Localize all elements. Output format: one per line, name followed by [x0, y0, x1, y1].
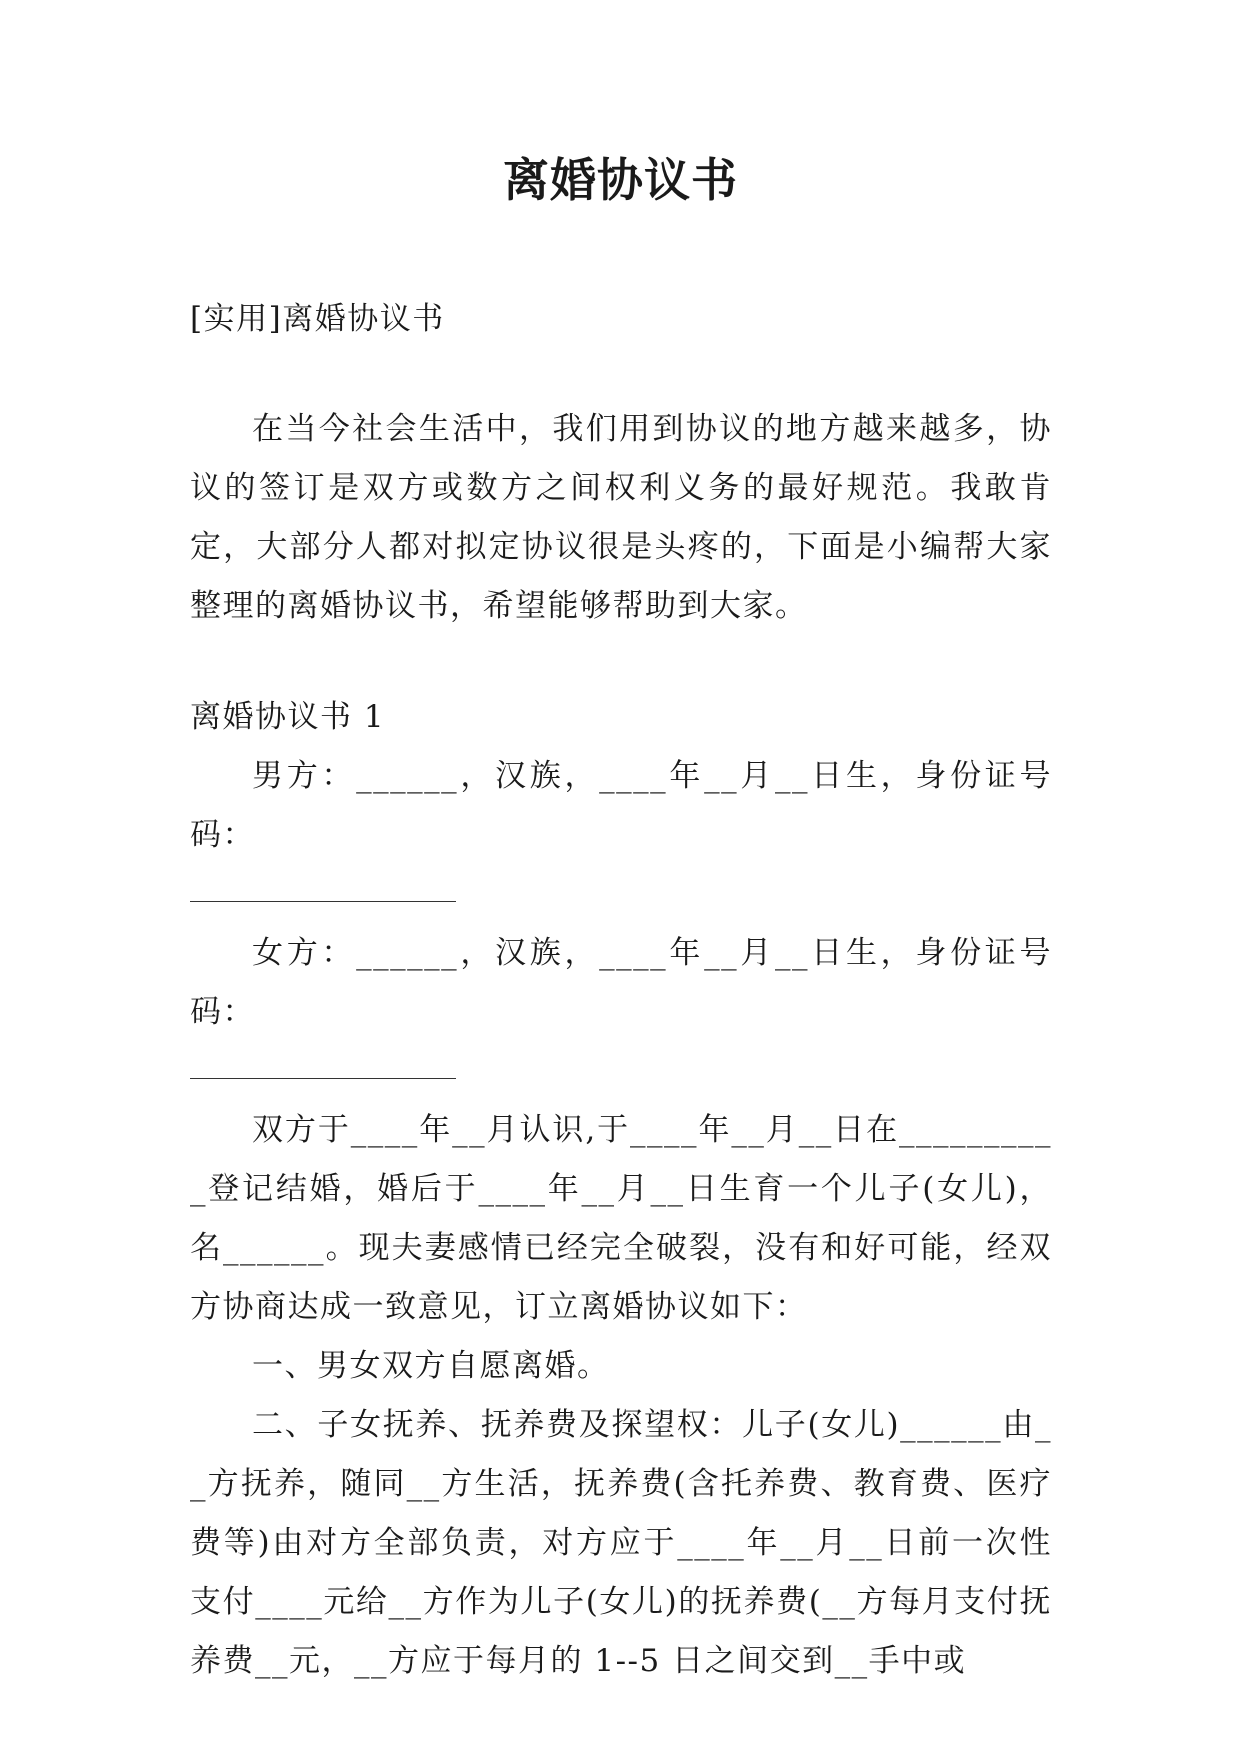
clause-1: 一、男女双方自愿离婚。: [252, 1348, 610, 1384]
clause-2: 二、子女抚养、抚养费及探望权：儿子(女儿)______由__方抚养，随同__方生活，抚养费(含托养费、教育费、医疗费等)由对方全部负责，对方应于____年__月__日前一次性支付____元给__方作为儿子(女儿)的抚养费(__方每月支付抚养费__元，__方应于每月的 1--5 日之间交到__手中或: [190, 1407, 1052, 1679]
section-heading: 离婚协议书 1: [190, 699, 386, 735]
intro-paragraph: 在当今社会生活中，我们用到协议的地方越来越多，协议的签订是双方或数方之间权利义务的最好规范。我敢肯定，大部分人都对拟定协议很是头疼的，下面是小编帮大家整理的离婚协议书，希望能够帮助到大家。: [190, 411, 1052, 624]
spacer: [190, 636, 1052, 688]
document-subtitle: [实用]离婚协议书: [190, 301, 445, 337]
document-body: [190, 290, 1052, 1691]
female-party-line: 女方：______，汉族，____年__月__日生，身份证号码：: [190, 935, 1052, 1030]
spacer: [190, 349, 1052, 400]
marriage-paragraph: 双方于____年__月认识,于____年__月__日在__________登记结婚，婚后于____年__月__日生育一个儿子(女儿)，名______。现夫妻感情已经完全破裂，没有和好可能，经双方协商达成一致意见，订立离婚协议如下：: [190, 1112, 1052, 1325]
male-party-line: 男方：______，汉族，____年__月__日生，身份证号码：: [190, 758, 1052, 853]
document-title: 离婚协议书: [503, 153, 738, 207]
male-id-blank: [190, 865, 1052, 924]
female-id-blank: [190, 1042, 1052, 1101]
